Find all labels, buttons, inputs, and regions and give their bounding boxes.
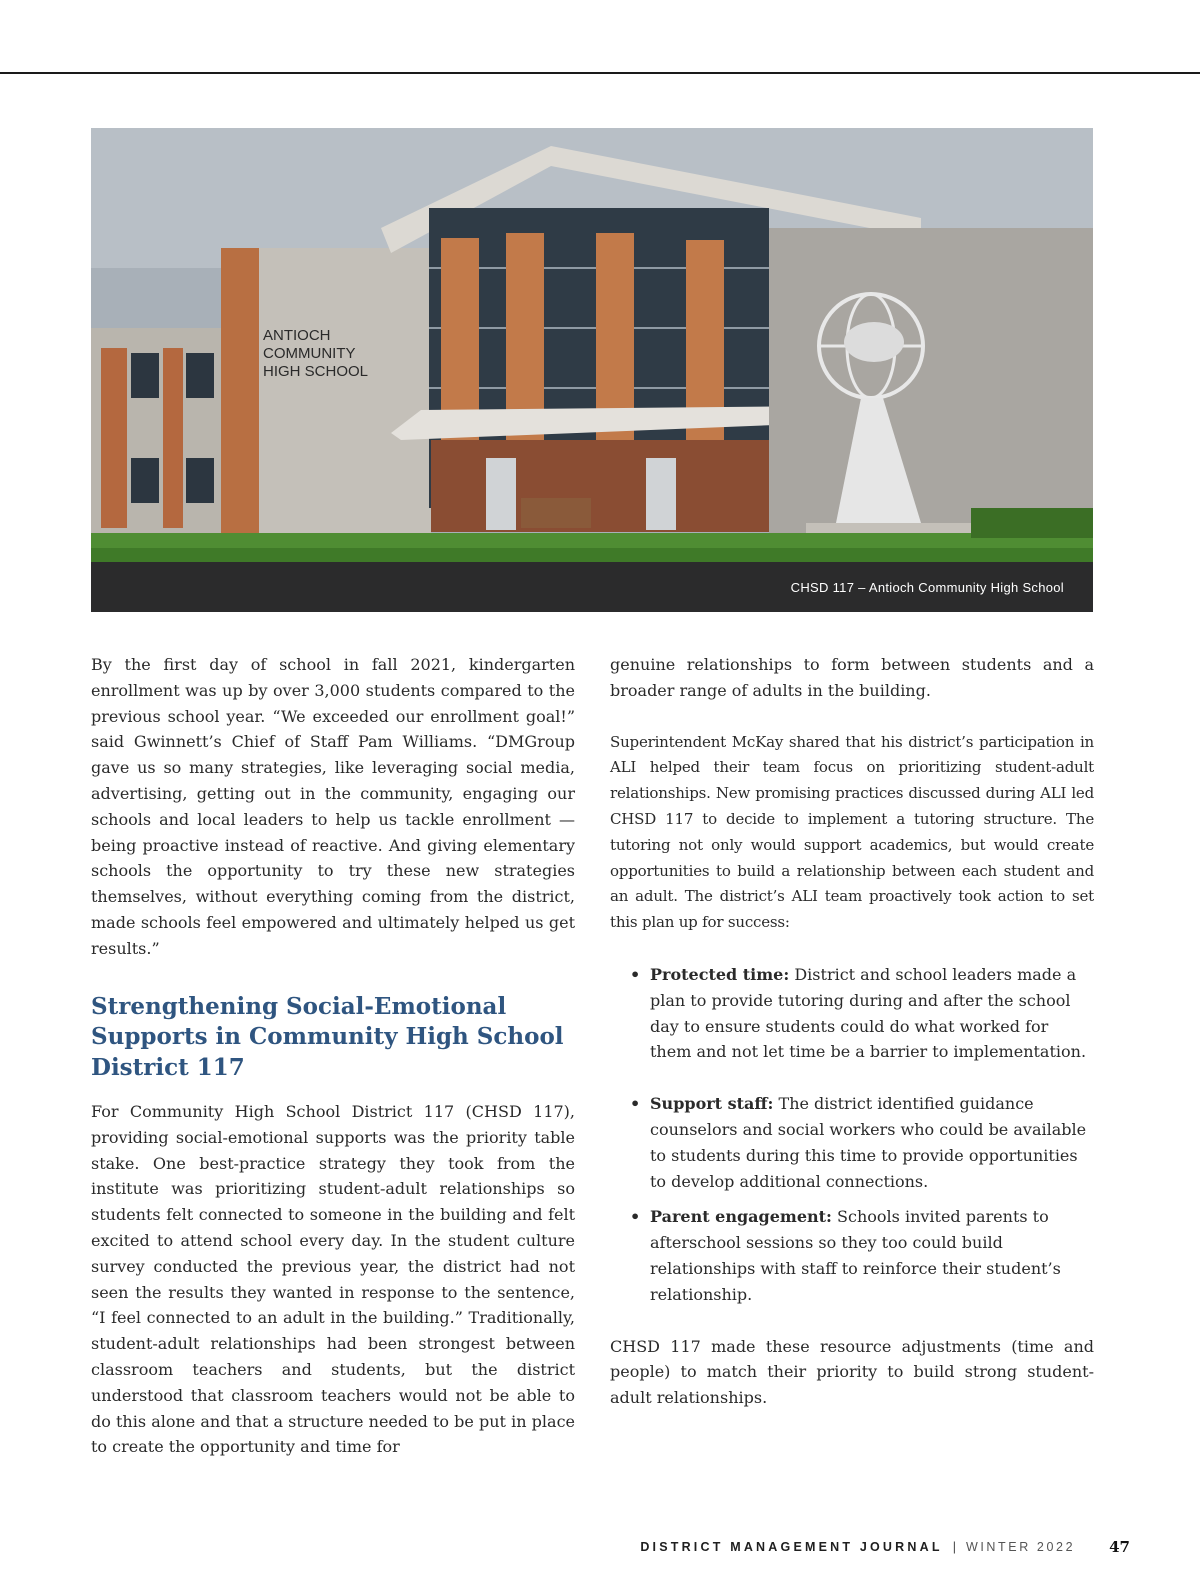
school-sign-line-3: HIGH SCHOOL xyxy=(263,363,369,380)
journal-title: DISTRICT MANAGEMENT JOURNAL xyxy=(640,1540,943,1554)
school-sign-line-1: ANTIOCH xyxy=(263,327,331,344)
photo-caption: CHSD 117 – Antioch Community High School xyxy=(91,562,1093,612)
bullet-icon: • xyxy=(630,1094,641,1114)
issue-label: WINTER 2022 xyxy=(965,1540,1076,1554)
list-item-text: The district identified guidance counselors and social workers who could be available to students during this time to provide opportunities to develop additional connections. xyxy=(650,1094,1087,1191)
list-item-text: Schools invited parents to afterschool sessions so they too could build relationships with staff to reinforce their student’s relationship. xyxy=(650,1207,1061,1304)
list-item-term: Protected time: xyxy=(650,964,790,984)
school-building-illustration xyxy=(91,128,1093,612)
school-sign-line-2: COMMUNITY xyxy=(263,345,356,362)
bullet-icon: • xyxy=(630,964,641,984)
list-item-text: District and school leaders made a plan to provide tutoring during and after the school day to ensure students could do what worked for them and not let time be a barrier to implementation. xyxy=(650,964,1087,1062)
page-number: 47 xyxy=(1109,1538,1130,1556)
right-column xyxy=(610,652,1094,1411)
bullet-icon: • xyxy=(630,1207,641,1227)
superintendent-paragraph: Superintendent McKay shared that his district’s participation in ALI helped their team focus on prioritizing student-adult relationships. New promising practices discussed during ALI led CHSD 117 to decide to implement a tutoring structure. The tutoring not only would support academics, but would create opportunities to build a relationship between each student and an adult. The district’s ALI team proactively took action to set this plan up for success: xyxy=(610,732,1094,932)
footer-separator: | xyxy=(952,1540,956,1554)
section-heading: Strengthening Social-Emotional Supports in Community High School District 117 xyxy=(91,992,564,1081)
top-rule xyxy=(0,72,1200,74)
closing-paragraph: CHSD 117 made these resource adjustments (time and people) to match their priority to build strong student-adult relationships. xyxy=(610,1336,1094,1408)
body-paragraph: For Community High School District 117 (CHSD 117), providing social-emotional supports was the priority table stake. One best-practice strategy they took from the institute was prioritizing student-adult relationships so students felt connected to someone in the building and felt excited to attend school every day. In the student culture survey conducted the previous year, the district had not seen the results they wanted in response to the sentence, “I feel connected to an adult in the building.” Traditionally, student-adult relationships had been strongest between classroom teachers and students, but the district understood that classroom teachers would not be able to do this alone and that a structure needed to be put in place to create the opportunity and time for xyxy=(91,1102,575,1457)
list-item xyxy=(610,962,1094,1065)
left-column xyxy=(91,652,575,1460)
list-item-term: Parent engagement: xyxy=(650,1207,832,1227)
school-photo xyxy=(91,128,1093,612)
list-item xyxy=(610,1204,1094,1307)
list-item-term: Support staff: xyxy=(650,1094,774,1114)
intro-paragraph: By the first day of school in fall 2021, kindergarten enrollment was up by over 3,000 students compared to the previous school year. “We exceeded our enrollment goal!” said Gwinnett’s Chief of Staff Pam Williams. “DMGroup gave us so many strategies, like leveraging social media, advertising, getting out in the community, engaging our schools and local leaders to help us tackle enrollment — being proactive instead of reactive. And giving elementary schools the opportunity to try these new strategies themselves, without everything coming from the district, made schools feel empowered and ultimately helped us get results.” xyxy=(91,655,575,958)
page-footer xyxy=(640,1538,1130,1556)
continuation-paragraph: genuine relationships to form between students and a broader range of adults in the building. xyxy=(610,655,1094,700)
list-item xyxy=(610,1091,1094,1194)
strategy-list xyxy=(610,962,1094,1308)
